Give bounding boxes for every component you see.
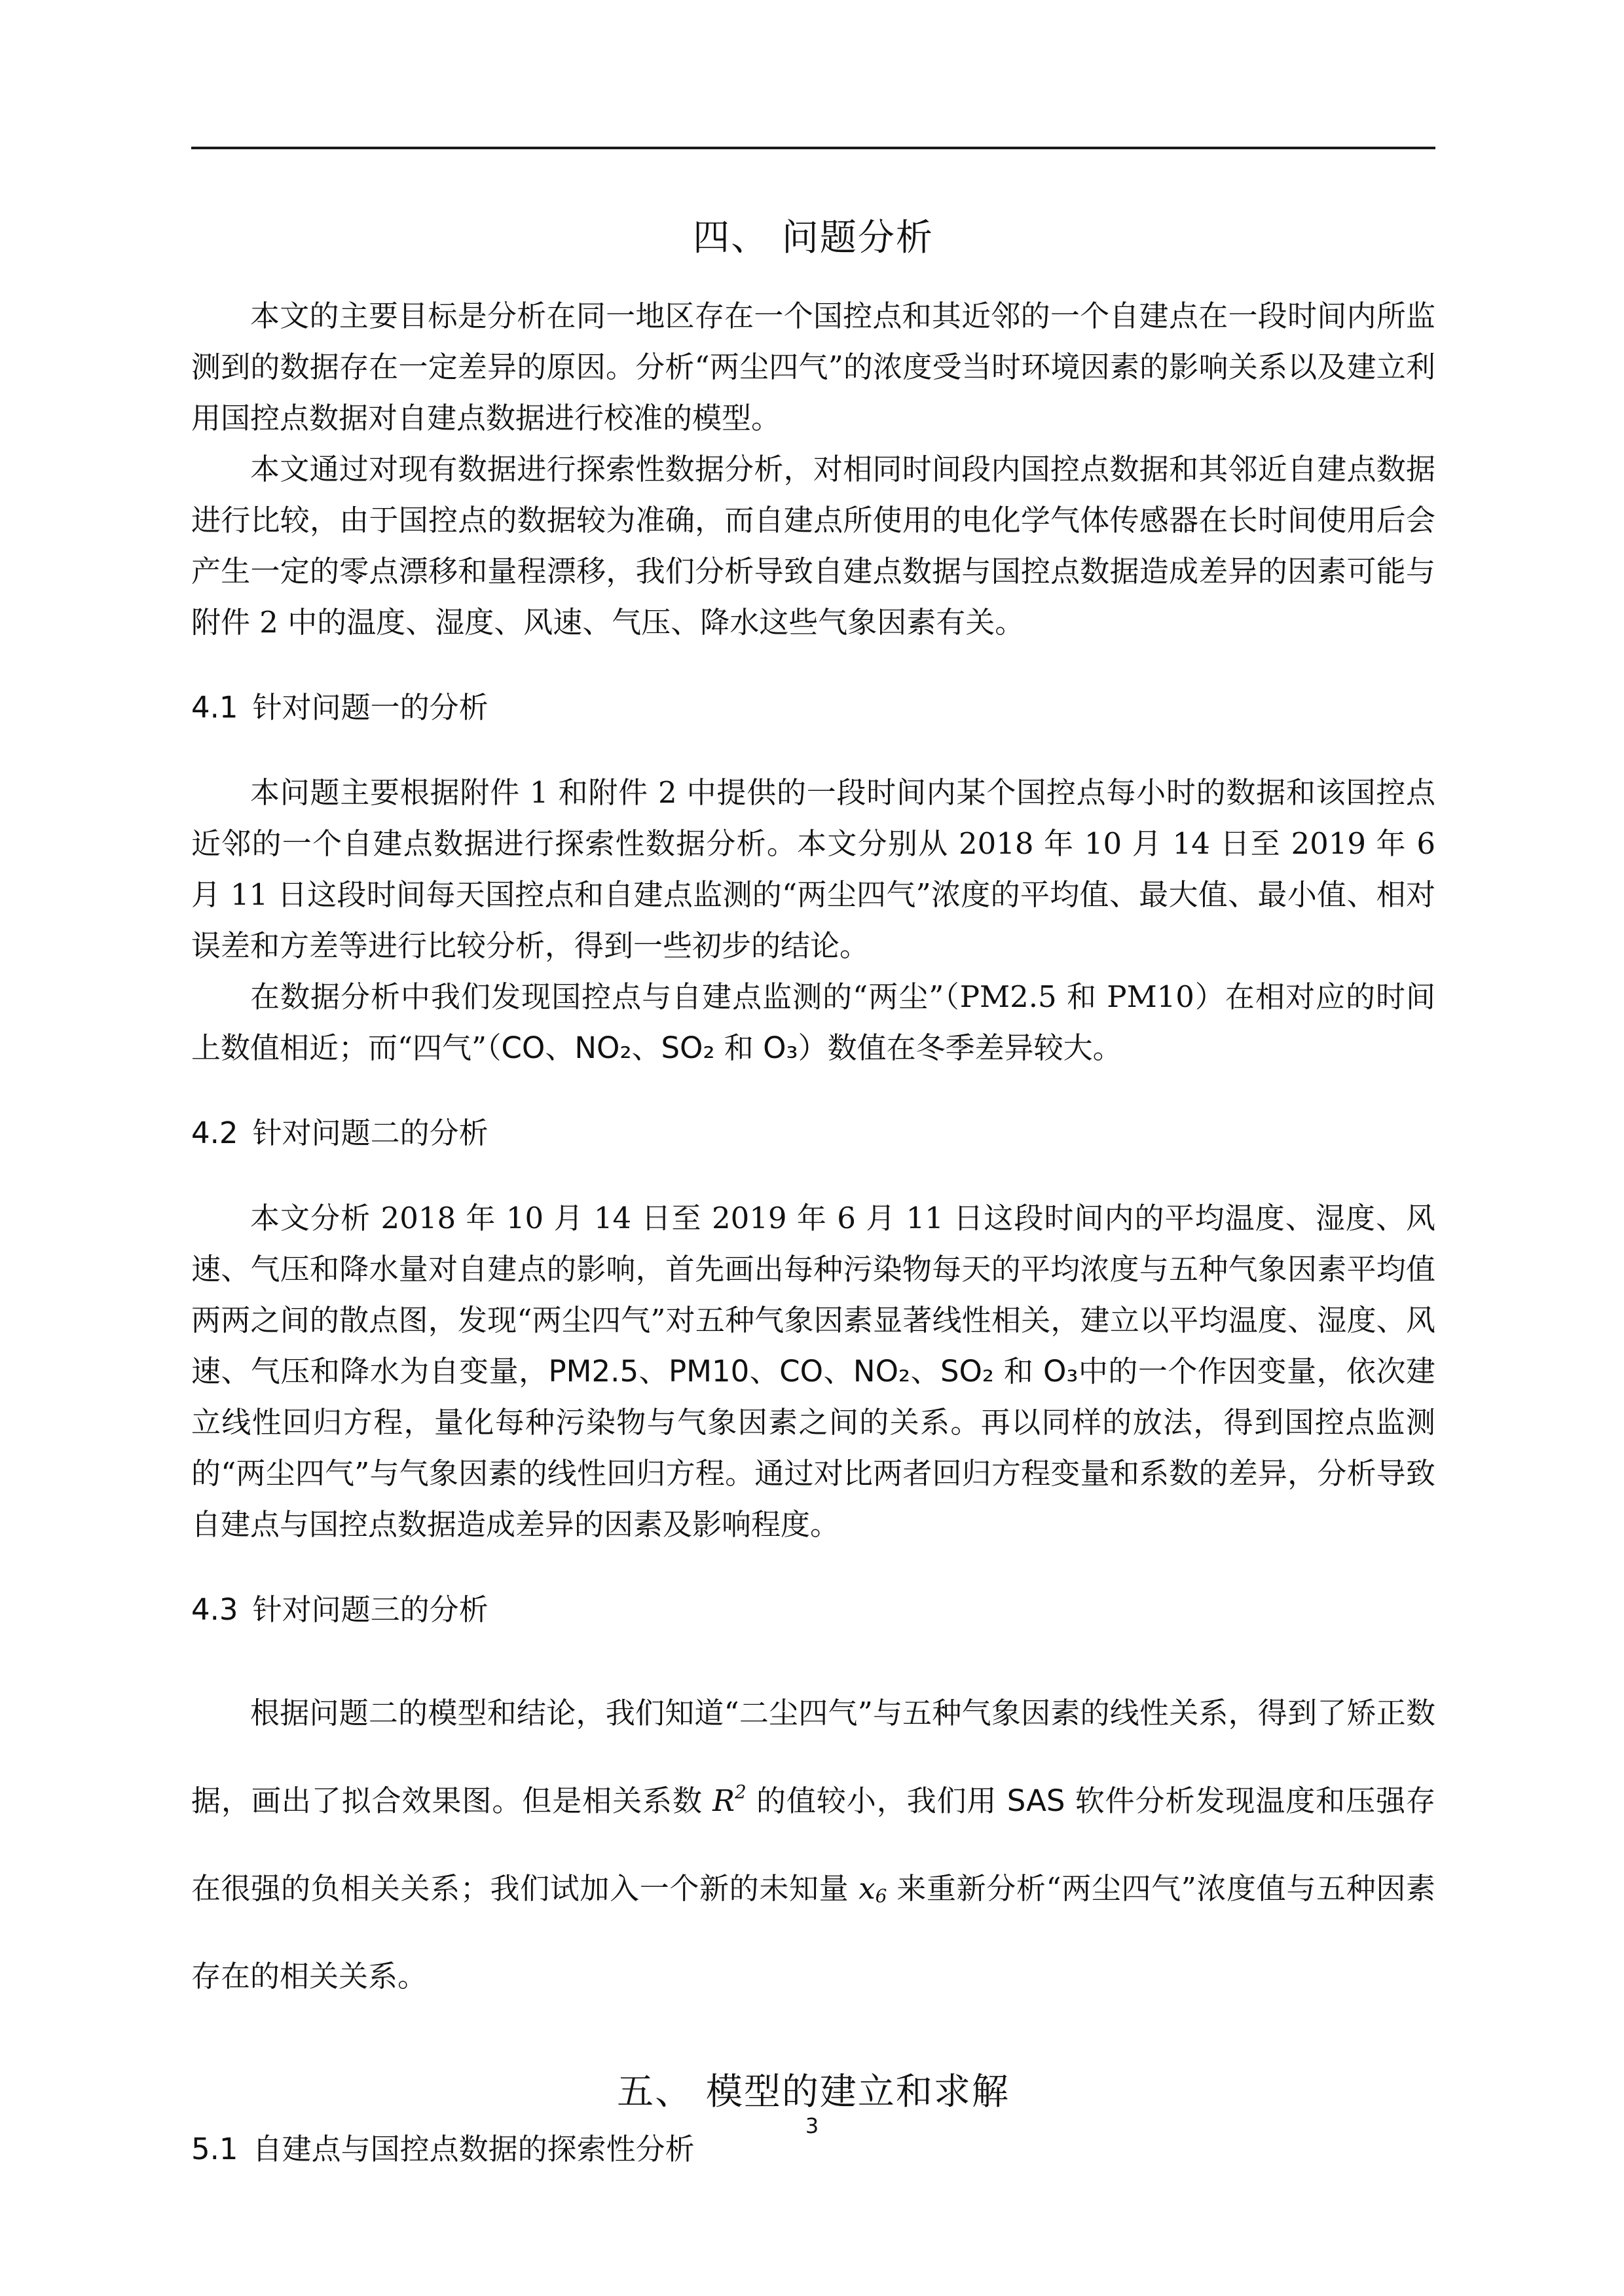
header-rule [191,147,1435,149]
section-4-intro-paragraph-1: 本文的主要目标是分析在同一地区存在一个国控点和其近邻的一个自建点在一段时间内所监测到的数据存在一定差异的原因。分析“两尘四气”的浓度受当时环境因素的影响关系以及建立利用国控点数据对自建点数据进行校准的模型。 [191,299,1435,435]
subsection-4-2-title: 针对问题二的分析 [252,1116,489,1150]
subsection-4-3-part-c: 软件分析发现温度和压强存在很强的负相关关系；我们试加入一个新的未知量 [191,1783,1435,1906]
subsection-4-1-heading [191,685,1435,731]
subsection-5-1-title: 自建点与国控点数据的探索性分析 [252,2132,695,2166]
subsection-4-1-number: 4.1 [191,690,238,725]
page-body [191,196,1435,2209]
subsection-4-3-paragraph-1 [191,1669,1435,2020]
section-5-title: 五、 模型的建立和求解 [617,2071,1010,2113]
x6-variable [858,1871,887,1906]
subsection-4-3-title: 针对问题三的分析 [252,1592,489,1627]
r-symbol: R [712,1783,735,1818]
subsection-4-1-paragraph-1: 本问题主要根据附件 1 和附件 2 中提供的一段时间内某个国控点每小时的数据和该国控点近邻的一个自建点数据进行探索性数据分析。本文分别从 2018 年 10 月 14 日至 2019 年 6 月 11 日这段时间每天国控点和自建点监测的“两尘四气”浓度的平均值、最大值、最小值、相对误差和方差等进行比较分析，得到一些初步的结论。 [191,775,1435,963]
r-squared-symbol [712,1783,747,1818]
page-number: 3 [805,2113,819,2138]
subsection-4-2-paragraph-part-b: 中的一个作因变量，依次建立线性回归方程，量化每种污染物与气象因素之间的关系。再以同样的放法，得到国控点监测的“两尘四气”与气象因素的线性回归方程。通过对比两者回归方程变量和系数的差异，分析导致自建点与国控点数据造成差异的因素及影响程度。 [191,1354,1435,1542]
subsection-4-3-part-d: 来重新分析“两尘四气”浓度值与五种因素存在的相关关系。 [191,1871,1435,1994]
subsection-4-2-paragraph-1 [191,1193,1435,1550]
subsection-4-1-title: 针对问题一的分析 [252,690,489,725]
pollutant-list: PM2.5、PM10、CO、NO₂、SO₂ 和 O₃ [548,1354,1079,1389]
subsection-4-1-paragraph-2 [191,972,1435,1074]
x-subscript: 6 [875,1885,887,1907]
subsection-4-1-paragraph-2-part-a: 在数据分析中我们发现国控点与自建点监测的“两尘”（PM2.5 和 PM10）在相对应的时间上数值相近；而“四气”（ [191,979,1435,1065]
section-4-title: 四、 问题分析 [693,217,934,259]
sas-software-name: SAS [1006,1783,1065,1818]
subsection-4-2-paragraph-part-a: 本文分析 2018 年 10 月 14 日至 2019 年 6 月 11 日这段时间内的平均温度、湿度、风速、气压和降水量对自建点的影响，首先画出每种污染物每天的平均浓度与五种气象因素平均值两两之间的散点图，发现“两尘四气”对五种气象因素显著线性相关，建立以平均温度、湿度、风速、气压和降水为自变量， [191,1201,1435,1389]
subsection-4-2-number: 4.2 [191,1116,238,1150]
subsection-4-1-paragraph-2-part-b: ）数值在冬季差异较大。 [798,1030,1122,1065]
four-gases-list: CO、NO₂、SO₂ 和 O₃ [501,1030,798,1065]
subsection-4-3-part-b: 的值较小，我们用 [746,1783,1007,1818]
subsection-4-2-heading [191,1110,1435,1156]
subsection-4-3-part-a: 根据问题二的模型和结论，我们知道“二尘四气”与五种气象因素的线性关系，得到了矫正数据，画出了拟合效果图。但是相关系数 [191,1696,1435,1818]
x-symbol: x [858,1871,876,1906]
subsection-5-1-number: 5.1 [191,2132,238,2166]
subsection-4-3-number: 4.3 [191,1592,238,1627]
r-superscript: 2 [735,1781,747,1803]
subsection-4-3-heading [191,1587,1435,1633]
section-4-intro-paragraph-2: 本文通过对现有数据进行探索性数据分析，对相同时间段内国控点数据和其邻近自建点数据进行比较，由于国控点的数据较为准确，而自建点所使用的电化学气体传感器在长时间使用后会产生一定的零点漂移和量程漂移，我们分析导致自建点数据与国控点数据造成差异的因素可能与附件 2 中的温度、湿度、风速、气压、降水这些气象因素有关。 [191,452,1435,640]
